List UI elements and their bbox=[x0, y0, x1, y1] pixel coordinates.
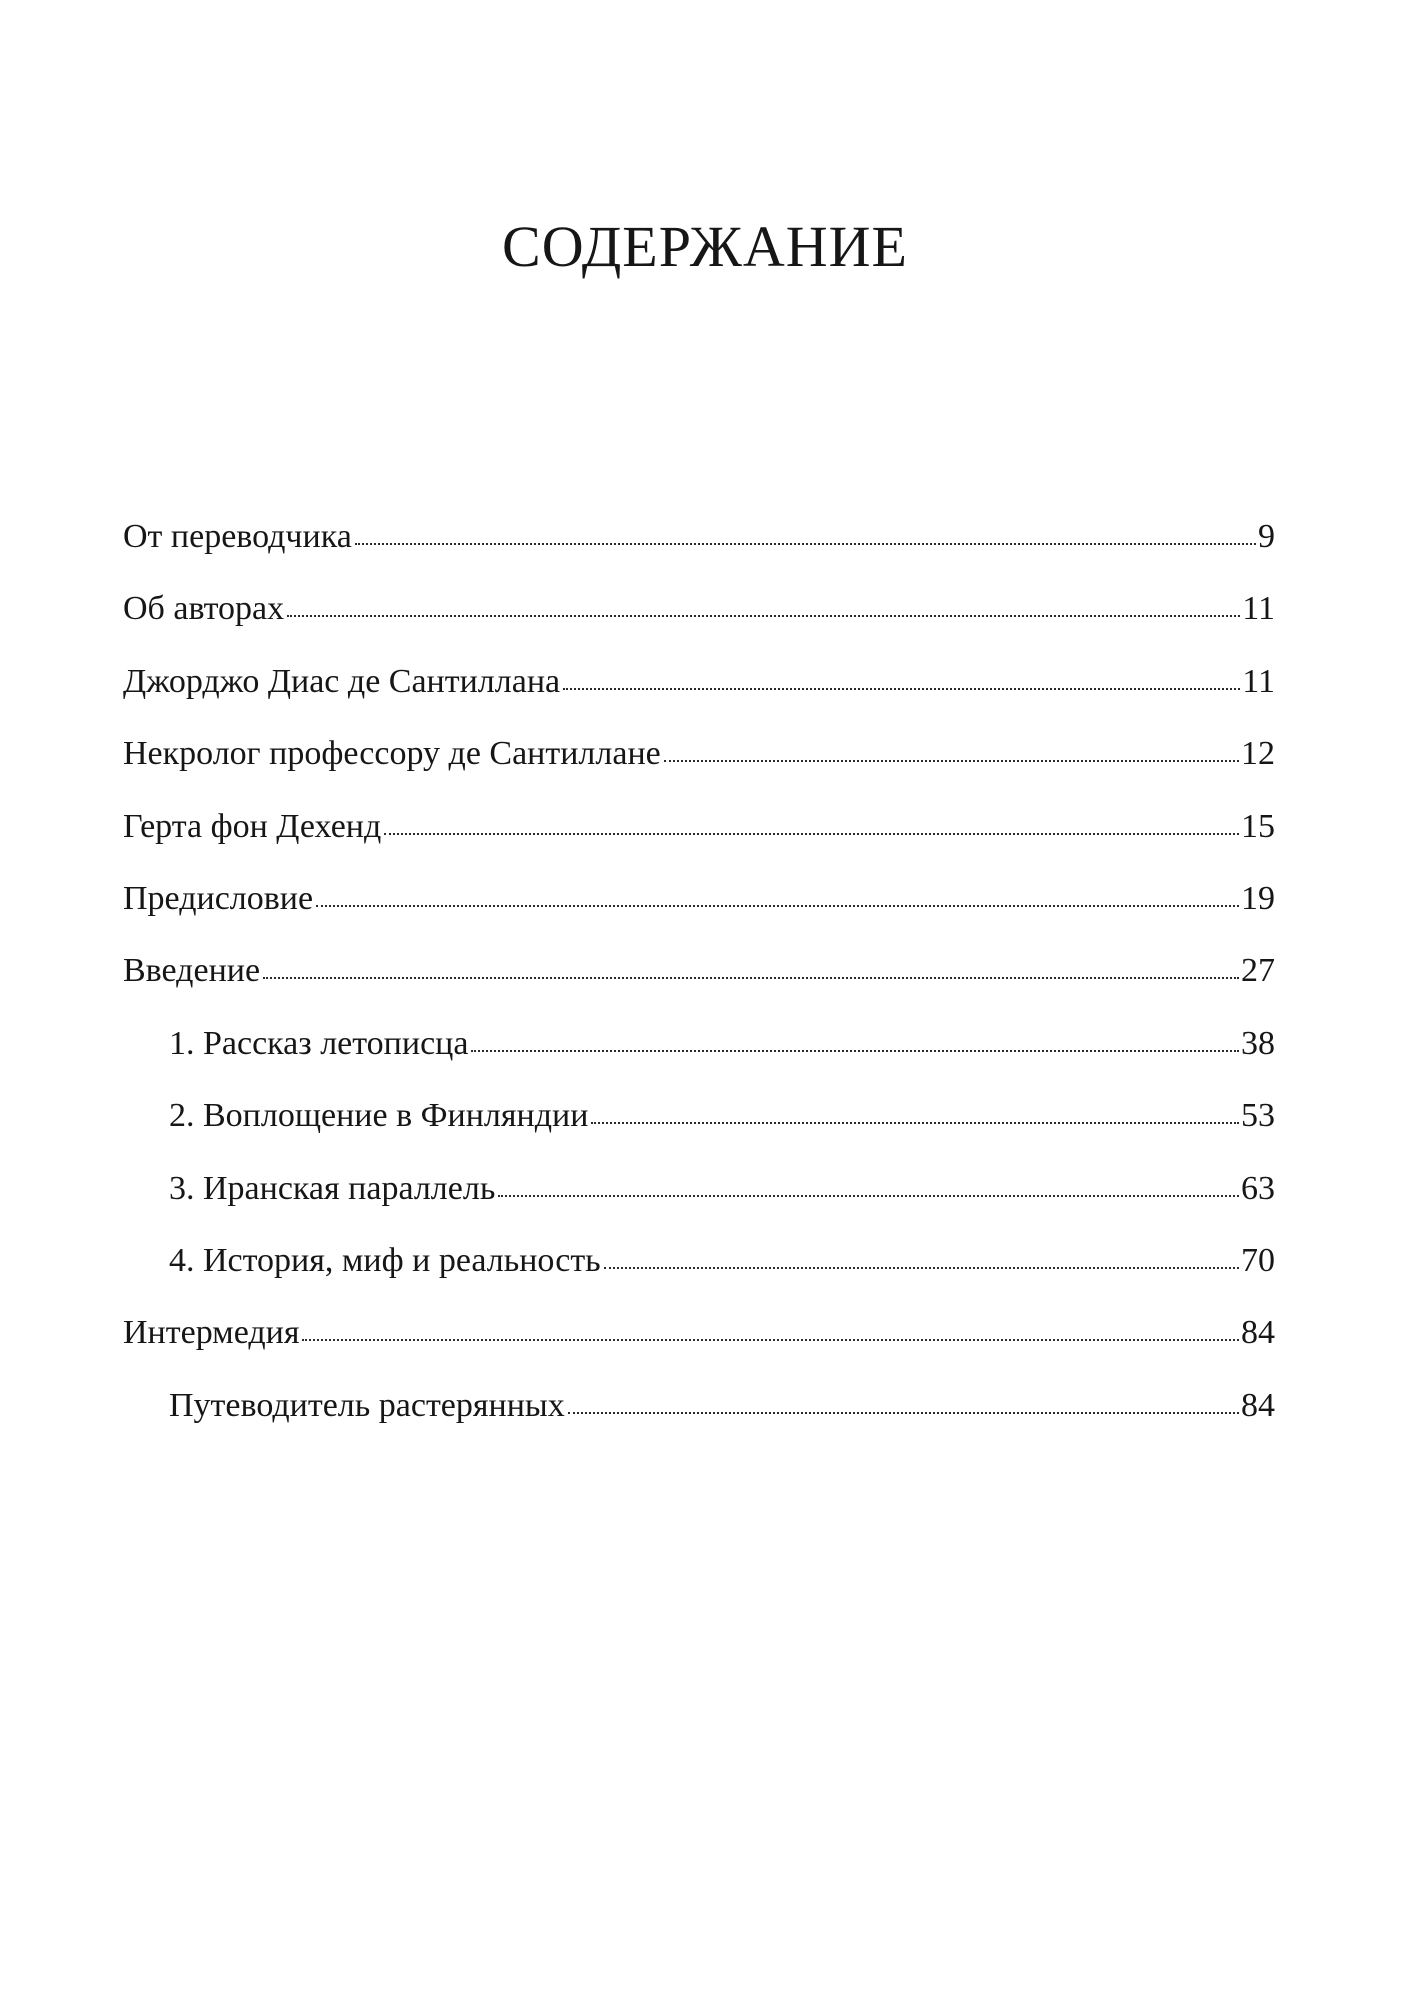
dot-leader bbox=[591, 1121, 1239, 1124]
toc-entry-title: Предисловие bbox=[123, 879, 314, 917]
toc-entry-title: Введение bbox=[123, 952, 261, 990]
toc-page-number: 70 bbox=[1241, 1241, 1275, 1279]
dot-leader bbox=[563, 687, 1240, 690]
table-of-contents bbox=[123, 520, 1275, 1461]
toc-entry[interactable] bbox=[123, 520, 1275, 592]
dot-leader bbox=[263, 976, 1239, 979]
toc-entry-title: Джорджо Диас де Сантиллана bbox=[123, 662, 561, 700]
dot-leader bbox=[316, 904, 1239, 907]
toc-page-number: 27 bbox=[1241, 952, 1275, 990]
dot-leader bbox=[302, 1338, 1239, 1341]
toc-entry[interactable] bbox=[123, 592, 1275, 664]
toc-entry-title: Герта фон Дехенд bbox=[123, 807, 382, 845]
toc-page-number: 84 bbox=[1241, 1314, 1275, 1352]
page-title: СОДЕРЖАНИЕ bbox=[502, 214, 908, 279]
dot-leader bbox=[471, 1049, 1239, 1052]
dot-leader bbox=[568, 1411, 1239, 1414]
toc-page-number: 15 bbox=[1241, 807, 1275, 845]
toc-page-number: 19 bbox=[1241, 879, 1275, 917]
toc-entry[interactable] bbox=[123, 807, 1275, 882]
toc-entry-title: От переводчика bbox=[123, 518, 352, 555]
toc-page-number: 63 bbox=[1241, 1169, 1275, 1207]
toc-entry[interactable] bbox=[123, 879, 1275, 954]
toc-page-number: 38 bbox=[1241, 1024, 1275, 1062]
dot-leader bbox=[287, 614, 1240, 617]
toc-page-number: 84 bbox=[1241, 1386, 1275, 1424]
toc-subentry[interactable] bbox=[123, 1241, 1275, 1316]
toc-page-number: 11 bbox=[1242, 662, 1275, 700]
toc-subentry[interactable] bbox=[123, 1099, 1275, 1171]
toc-page-number: 11 bbox=[1242, 590, 1275, 628]
toc-subentry[interactable] bbox=[123, 1169, 1275, 1244]
toc-entry-title: 1. Рассказ летописца bbox=[169, 1024, 469, 1062]
toc-subentry[interactable] bbox=[123, 1024, 1275, 1099]
dot-leader bbox=[355, 542, 1256, 545]
toc-entry-title: Путеводитель растерянных bbox=[169, 1386, 565, 1424]
toc-page-number: 12 bbox=[1241, 735, 1275, 773]
toc-subentry[interactable] bbox=[123, 1386, 1275, 1461]
toc-entry-title: Интермедия bbox=[123, 1314, 300, 1352]
dot-leader bbox=[664, 759, 1239, 762]
toc-entry[interactable] bbox=[123, 662, 1275, 737]
dot-leader bbox=[604, 1266, 1239, 1269]
toc-entry[interactable] bbox=[123, 737, 1275, 809]
toc-page-number: 9 bbox=[1258, 518, 1275, 555]
toc-entry-title: Некролог профессору де Сантиллане bbox=[123, 735, 661, 773]
toc-entry[interactable] bbox=[123, 954, 1275, 1026]
dot-leader bbox=[498, 1194, 1239, 1197]
toc-page-number: 53 bbox=[1241, 1097, 1275, 1135]
toc-entry-title: 3. Иранская параллель bbox=[169, 1169, 496, 1207]
toc-entry-title: 2. Воплощение в Финляндии bbox=[169, 1097, 589, 1135]
toc-entry-title: Об авторах bbox=[123, 590, 285, 628]
toc-entry-title: 4. История, миф и реальность bbox=[169, 1241, 601, 1279]
dot-leader bbox=[384, 832, 1239, 835]
toc-entry[interactable] bbox=[123, 1316, 1275, 1388]
